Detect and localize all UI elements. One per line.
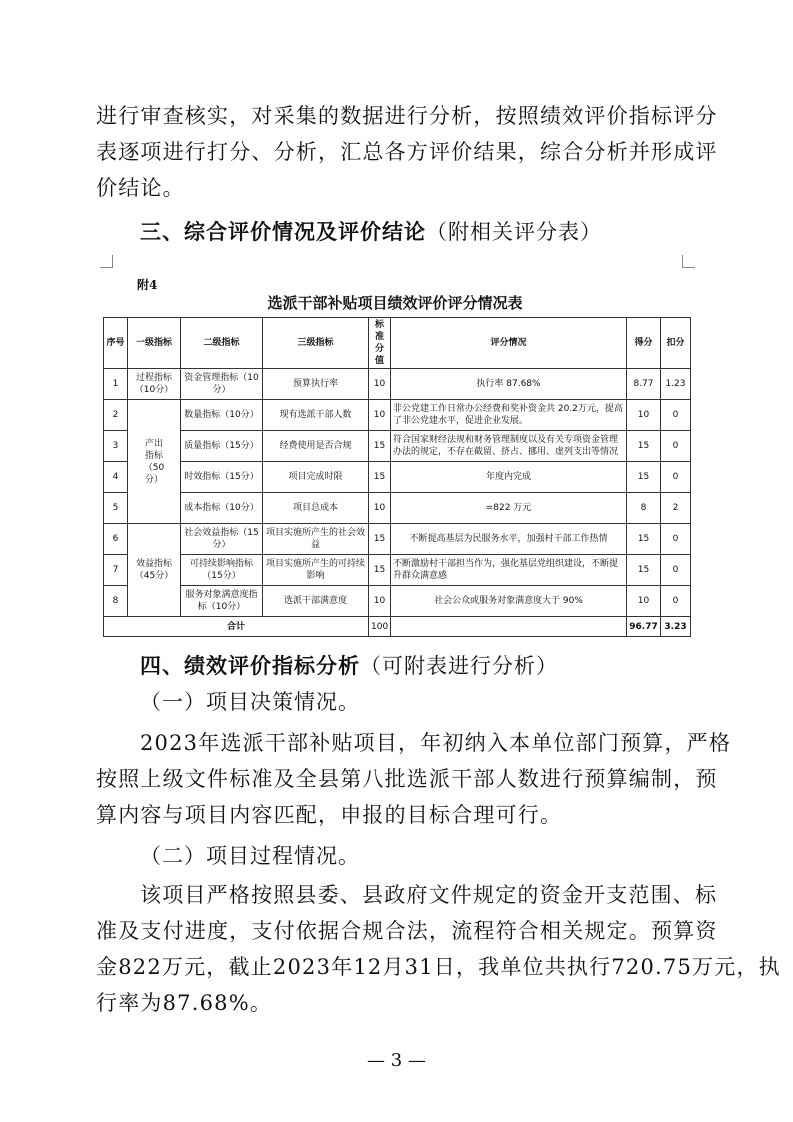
deduction-cell: 0 xyxy=(661,586,691,617)
level2-cell: 可持续影响指标（15分） xyxy=(181,555,263,586)
level2-cell: 服务对象满意度指标（10分） xyxy=(181,586,263,617)
score-table xyxy=(103,317,691,637)
level2-cell: 数量指标（10分） xyxy=(181,400,263,431)
table-row xyxy=(104,400,691,431)
standard-score: 15 xyxy=(369,555,391,586)
row-number: 8 xyxy=(104,586,128,617)
total-standard: 100 xyxy=(369,617,391,637)
level1-cell: 过程指标（10分） xyxy=(128,369,181,400)
paragraph-process xyxy=(96,877,781,1021)
level2-cell: 社会效益指标（15分） xyxy=(181,524,263,555)
row-number: 3 xyxy=(104,431,128,462)
level3-cell: 项目总成本 xyxy=(263,493,369,524)
annex-label: 附4 xyxy=(137,278,158,292)
row-number: 2 xyxy=(104,400,128,431)
score-cell: 8.77 xyxy=(627,369,661,400)
standard-score: 10 xyxy=(369,369,391,400)
level2-cell: 成本指标（10分） xyxy=(181,493,263,524)
score-cell: 10 xyxy=(627,400,661,431)
level3-cell: 现有选派干部人数 xyxy=(263,400,369,431)
standard-score: 15 xyxy=(369,431,391,462)
intro-line: 表逐项进行打分、分析，汇总各方评价结果，综合分析并形成评 xyxy=(96,140,718,164)
level1-cell: 效益指标（45分） xyxy=(128,524,181,617)
level3-cell: 预算执行率 xyxy=(263,369,369,400)
total-label: 合计 xyxy=(104,617,369,637)
table-row xyxy=(104,586,691,617)
evaluation-cell: 非公党建工作日常办公经费和奖补资金共 20.2万元，提高了非公党建水平，促进企业发展。 xyxy=(391,400,627,431)
total-score: 96.77 xyxy=(627,617,661,637)
row-number: 5 xyxy=(104,493,128,524)
paragraph-line: 2023年选派干部补贴项目，年初纳入本单位部门预算，严格 xyxy=(140,731,732,755)
section-4-note: （可附表进行分析） xyxy=(360,654,558,678)
standard-score: 10 xyxy=(369,493,391,524)
paragraph-line: 金822万元，截止2023年12月31日，我单位共执行720.75万元，执 xyxy=(96,955,781,979)
standard-score: 15 xyxy=(369,462,391,493)
level2-cell: 资金管理指标（10分） xyxy=(181,369,263,400)
deduction-cell: 2 xyxy=(661,493,691,524)
score-cell: 15 xyxy=(627,524,661,555)
table-row xyxy=(104,493,691,524)
table-row xyxy=(104,524,691,555)
page-number: — 3 — xyxy=(367,1050,426,1071)
evaluation-cell: =822 万元 xyxy=(391,493,627,524)
level1-cell: 产出指标（50分） xyxy=(128,400,181,524)
table-title: 选派干部补贴项目绩效评价评分情况表 xyxy=(267,294,523,312)
level3-cell: 经费使用是否合规 xyxy=(263,431,369,462)
intro-line: 价结论。 xyxy=(96,176,185,200)
level3-cell: 项目完成时限 xyxy=(263,462,369,493)
evaluation-cell: 社会公众或服务对象满意度大于 90% xyxy=(391,586,627,617)
crop-mark-left xyxy=(100,255,113,268)
crop-mark-right xyxy=(682,255,695,268)
section-3-heading xyxy=(140,216,602,246)
evaluation-cell: 年度内完成 xyxy=(391,462,627,493)
paragraph-line: 准及支付进度，支付依据合规合法，流程符合相关规定。预算资 xyxy=(96,919,718,943)
header-cell: 一级指标 xyxy=(128,318,181,369)
score-cell: 15 xyxy=(627,431,661,462)
deduction-cell: 0 xyxy=(661,400,691,431)
header-cell: 评分情况 xyxy=(391,318,627,369)
score-cell: 15 xyxy=(627,462,661,493)
header-cell: 二级指标 xyxy=(181,318,263,369)
deduction-cell: 1.23 xyxy=(661,369,691,400)
header-cell: 序号 xyxy=(104,318,128,369)
table-row xyxy=(104,555,691,586)
table-total-row xyxy=(104,617,691,637)
table-row xyxy=(104,431,691,462)
table-header-row xyxy=(104,318,691,369)
evaluation-cell: 不断提高基层为民服务水平，加强村干部工作热情 xyxy=(391,524,627,555)
section-4-title: 四、绩效评价指标分析 xyxy=(140,653,360,678)
paragraph-line: 该项目严格按照县委、县政府文件规定的资金开支范围、标 xyxy=(140,883,718,907)
standard-score: 15 xyxy=(369,524,391,555)
standard-score: 10 xyxy=(369,400,391,431)
evaluation-cell: 不断激励村干部担当作为，强化基层党组织建设，不断提升群众满意感 xyxy=(391,555,627,586)
row-number: 6 xyxy=(104,524,128,555)
evaluation-cell: 符合国家财经法规和财务管理制度以及有关专项资金管理办法的规定，不存在截留、挤占、挪用、虚列支出等情况 xyxy=(391,431,627,462)
intro-paragraph xyxy=(96,98,718,206)
deduction-cell: 0 xyxy=(661,462,691,493)
table-row xyxy=(104,462,691,493)
paragraph-line: 按照上级文件标准及全县第八批选派干部人数进行预算编制，预 xyxy=(96,767,718,791)
section-4-heading xyxy=(140,650,558,680)
level3-cell: 项目实施所产生的可持续影响 xyxy=(263,555,369,586)
section-3-note: （附相关评分表） xyxy=(426,220,602,244)
paragraph-line: 行率为87.68%。 xyxy=(96,991,273,1015)
total-deduction: 3.23 xyxy=(661,617,691,637)
score-cell: 15 xyxy=(627,555,661,586)
level2-cell: 时效指标（15分） xyxy=(181,462,263,493)
row-number: 7 xyxy=(104,555,128,586)
table-row xyxy=(104,369,691,400)
intro-line: 进行审查核实，对采集的数据进行分析，按照绩效评价指标评分 xyxy=(96,104,718,128)
level3-cell: 选派干部满意度 xyxy=(263,586,369,617)
standard-score: 10 xyxy=(369,586,391,617)
row-number: 1 xyxy=(104,369,128,400)
subsection-2-heading: （二）项目过程情况。 xyxy=(140,844,360,868)
subsection-1-heading: （一）项目决策情况。 xyxy=(140,690,360,714)
header-cell: 扣分 xyxy=(661,318,691,369)
score-cell: 8 xyxy=(627,493,661,524)
header-cell: 三级指标 xyxy=(263,318,369,369)
level3-cell: 项目实施所产生的社会效益 xyxy=(263,524,369,555)
level2-cell: 质量指标（15分） xyxy=(181,431,263,462)
evaluation-cell: 执行率 87.68% xyxy=(391,369,627,400)
total-evaluation xyxy=(391,617,627,637)
section-3-title: 三、综合评价情况及评价结论 xyxy=(140,219,426,244)
score-cell: 10 xyxy=(627,586,661,617)
deduction-cell: 0 xyxy=(661,524,691,555)
deduction-cell: 0 xyxy=(661,555,691,586)
paragraph-decision xyxy=(96,725,732,833)
row-number: 4 xyxy=(104,462,128,493)
header-cell: 得分 xyxy=(627,318,661,369)
paragraph-line: 算内容与项目内容匹配，申报的目标合理可行。 xyxy=(96,803,563,827)
header-cell: 标准分值 xyxy=(369,318,391,369)
deduction-cell: 0 xyxy=(661,431,691,462)
